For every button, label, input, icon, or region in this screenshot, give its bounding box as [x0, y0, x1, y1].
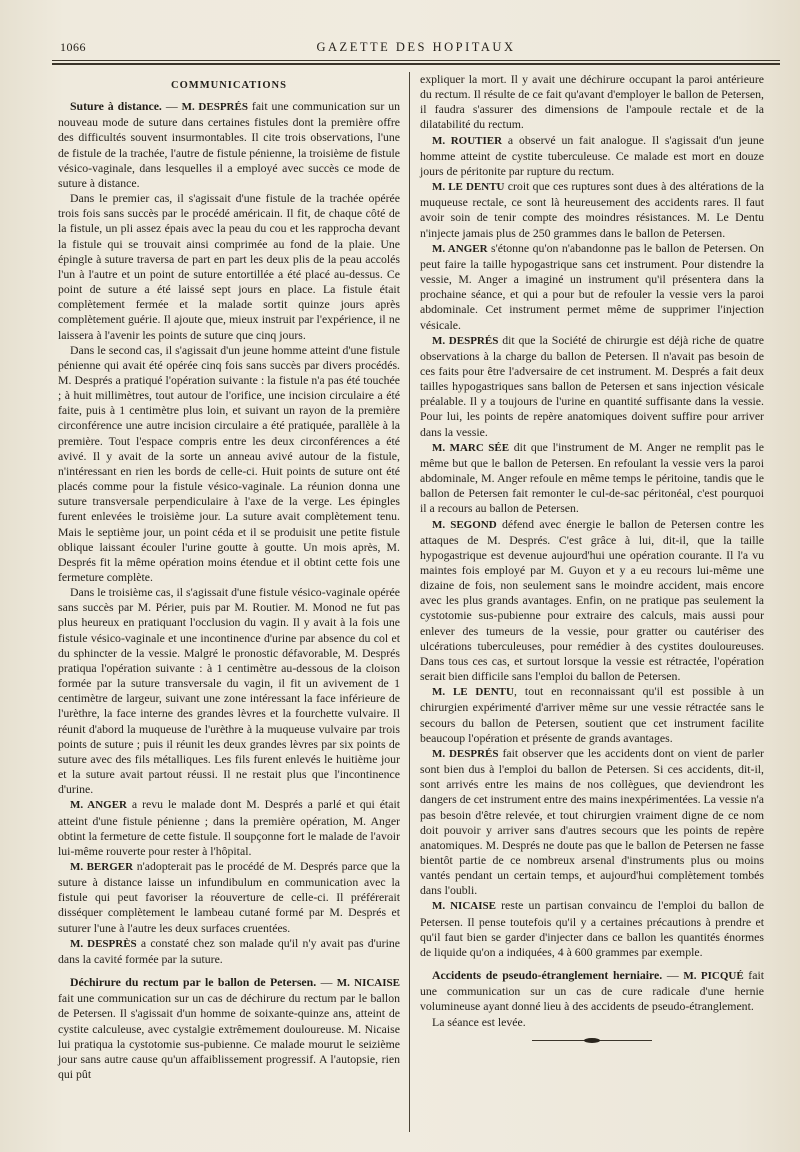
journal-title: GAZETTE DES HOPITAUX — [316, 40, 516, 54]
paragraph-text: a revu le malade dont M. Després a parlé et qui était atteint d'une fistule pénienne ; dans la première opération, M. Anger obtint la fermeture de cette fistule. Il soupçonne fort le malade de l'avoir lui-même rouverte pour rester à l'hôpital. — [58, 797, 401, 858]
paragraph-text: fait observer que les accidents dont on vient de parler sont bien dus à l'emploi du ballon de Petersen. Si ces accidents, dit-il, sont arrivés entre les mains de nos collègues, que deviendront les dangers de cet instrument entre des mains inexpérimentées. La vessie n'a pas besoin d'être relevée, et tout chirurgien vraiment digne de ce nom doit pouvoir y arriver sans d'autres secours que les points de repère anatomiques. M. Després ne doute pas que le ballon de Petersen ne fasse bientôt partie de ce nombreux arsenal d'instruments plus ou moins vantés pendant un certain temps, et aujourd'hui complètement tombés dans l'oubli. — [420, 745, 764, 898]
paragraph-text: s'étonne qu'on n'abandonne pas le ballon de Petersen. On peut faire la taille hypogastrique sans cet instrument. Pour distendre la vessie, M. Anger a imaginé un instrument qu'il présentera dans la prochaine séance, et qui a pour but de refouler la vessie vers la paroi abdominale. Cet instrument permet même de supprimer l'injection vésicale. — [420, 240, 764, 332]
subhead-suture: Suture à distance. — [70, 99, 162, 114]
speaker-name: M. DESPRÈS — [70, 937, 137, 950]
paragraph-text: , tout en reconnaissant qu'il est possible à un chirurgien expérimenté d'arriver même sur une vessie rétractée sans le secours du ballon de Petersen, soutient que cet instrument facilite beaucoup l'opération et présente de grands avantages. — [420, 684, 764, 745]
paragraph — [420, 968, 764, 1014]
speaker-name: M. BERGER — [70, 860, 134, 873]
speaker-name: M. LE DENTU — [432, 181, 505, 194]
dash: — — [662, 968, 684, 983]
paragraph-text: a constaté chez son malade qu'il n'y avait pas d'urine dans la cavité formée par la suture. — [58, 935, 401, 966]
left-column — [58, 72, 400, 1082]
header-rule — [52, 60, 780, 61]
paragraph — [58, 975, 400, 1082]
paragraph-text: n'adopterait pas le procédé de M. Després parce que la suture à distance laisse un infundibulum en communication avec la fistule qui peut favoriser la réouverture de celle-ci. Il préférerait disséquer complètement le lambeau cutané formé par M. Després et suturer l'une à l'autre les deux surfaces cruentées. — [58, 858, 400, 935]
paragraph-text: fait une communication sur un cas de cure radicale d'une hernie volumineuse ayant donné lieu à des accidents de pseudo-étranglement. — [420, 968, 765, 1014]
speaker-name: M. ANGER — [70, 799, 127, 812]
speaker-name: M. ROUTIER — [432, 134, 503, 147]
spacer — [58, 967, 400, 975]
paragraph: Dans le premier cas, il s'agissait d'une fistule de la trachée opérée trois fois sans succès par le procédé américain. Il fit, de chaque côté de la fistule, un pli assez épais avec la peau du cou et les rapprocha devant la fistule qui se trouvait ainsi comprimée au fond de la plaie. Une épingle à suture traversa de part en part les deux plis de la peau accolés l'un à l'autre et un point de suture entortillée a été placé au-dessus. Ce point de suture a été laissé sept jours en place. La fistule était complètement fermée et la malade sortit quinze jours après complètement guérie. Il ajoute que, mieux instruit par l'expérience, il ne laissera à l'avenir les points de suture que cinq jours. — [58, 191, 400, 342]
paragraph — [420, 898, 764, 960]
paragraph — [420, 133, 764, 179]
paragraph-text: croit que ces ruptures sont dues à des altérations de la muqueuse rectale, ce sont là heureusement des accidents rares. Il faut avoir soin de tenir compte des moindres résistances. M. Le Dentu n'injecte jamais plus de 250 grammes dans le ballon de Petersen. — [420, 179, 764, 240]
section-title: COMMUNICATIONS — [171, 80, 287, 91]
speaker-name: M. DESPRÉS — [432, 747, 499, 760]
paragraph — [420, 746, 764, 899]
dash: — — [316, 975, 337, 990]
speaker-name: M. NICAISE — [432, 900, 496, 913]
paragraph — [58, 936, 400, 967]
paragraph — [420, 440, 764, 517]
paragraph-text: dit que la Société de chirurgie est déjà riche de quatre observations à la charge du ballon de Petersen. Il n'avait pas besoin de ces faits pour être l'adversaire de cet instrument. M. Després a fait deux tailles hypogastriques sans ballon de Petersen et sans injection vésicale préalable. Il y a toujours de l'urine en quantité suffisante dans la vessie. Pour lui, les points de repère anatomiques doivent suffire pour arriver dans la vessie. — [420, 332, 765, 439]
subhead-dechirure: Déchirure du rectum par le ballon de Petersen. — [70, 975, 317, 990]
speaker-name: M. DESPRÉS — [432, 334, 499, 347]
paragraph — [420, 241, 764, 333]
spacer — [420, 960, 764, 968]
paragraph-text: défend avec énergie le ballon de Petersen contre les attaques de M. Després. C'est grâce à lui, dit-il, que la taille hypogastrique est devenue aujourd'hui une opération courante. Il l'a vu maintes fois employé par M. Guyon et y a eu recours lui-même une dizaine de fois, non seulement sans le moindre accident, mais encore avec les plus grands avantages. Enfin, on ne pratique pas seulement la cystotomie sus-pubienne pour extraire des calculs, mais aussi pour enlever des tumeurs de la vessie, pour gratter ou cautériser des ulcérations tuberculeuses, pour remédier à des cystites douloureuses. Dans tous ces cas, et surtout lorsque la vessie est rétractée, l'opération serait bien difficile sans l'emploi du ballon de Petersen. — [420, 516, 765, 684]
speaker-name: M. SEGOND — [432, 518, 497, 531]
page-number: 1066 — [60, 40, 86, 54]
paragraph — [420, 333, 764, 440]
paragraph-text: dit que l'instrument de M. Anger ne remplit pas le même but que le ballon de Petersen. En refoulant la vessie vers la paroi abdominale, M. Anger refoule en même temps le péritoine, tandis que le ballon de Petersen fait remonter le cul-de-sac péritonéal, c'est pourquoi il a recours au ballon de Petersen. — [420, 439, 764, 516]
paragraph — [420, 517, 764, 685]
paragraph: Suture à distance. — M. DESPRÉS fait une communication sur un nouveau mode de suture dans certaines fistules dont la première offre des difficultés souvent insurmontables. Il cite trois observations, l'une de fistule de la trachée, l'autre de fistule pénienne, la troisième de fistule vésico-vaginale, dans lesquelles il a employé avec succès ce mode de suture à distance. — [58, 99, 400, 190]
header-double-rule — [52, 63, 780, 65]
paragraph-text: reste un partisan convaincu de l'emploi du ballon de Petersen. Il pense toutefois qu'il y a certaines précautions à prendre et qu'il faut bien se garder d'injecter dans ce ballon les quantités énormes de liquide qu'on a indiquées, 4 à 600 grammes par exemple. — [420, 898, 765, 959]
speaker-name: M. NICAISE — [336, 977, 400, 990]
speaker-name: M. ANGER — [432, 242, 488, 255]
paragraph-text: a observé un fait analogue. Il s'agissait d'un jeune homme atteint de cystite tuberculeuse. Ce malade est mort en douze jours de péritonite par rupture du rectum. — [420, 132, 764, 178]
paragraph — [420, 684, 764, 746]
paragraph-text: fait une communication sur un cas de déchirure du rectum par le ballon de Petersen. Il s'agissait d'un homme de soixante-quinze ans, atteint de cystite calculeuse, avec cystalgie extrêmement douloureuse. M. Nicaise lui pratiqua la cystotomie sus-pubienne. Ce malade mourut le seizième jour sans autre cause qu'un affaiblissement progressif. A l'autopsie, rien qui pût — [58, 991, 400, 1081]
column-divider — [409, 72, 410, 1132]
speaker-name: M. MARC SÉE — [432, 441, 510, 454]
subhead-accidents: Accidents de pseudo-étranglement herniaire. — [432, 968, 663, 983]
speaker-name: M. PICQUÉ — [683, 970, 744, 983]
paragraph: expliquer la mort. Il y avait une déchirure occupant la paroi antérieure du rectum. Il résulte de ce fait qu'avant d'employer le ballon de Petersen, il faudra s'assurer des dimensions de l'ampoule rectale et de la dilatabilité du rectum. — [420, 72, 764, 132]
ornamental-separator — [532, 1040, 652, 1041]
paragraph-text: fait une communication sur un nouveau mode de suture dans certaines fistules dont la première offre des difficultés souvent insurmontables. Il cite trois observations, l'une de fistule de la trachée, l'autre de fistule pénienne, la troisième de fistule vésico-vaginale, dans lesquelles il a employé avec succès ce mode de suture à distance. — [58, 99, 400, 190]
page-header — [52, 34, 780, 58]
paragraph: Dans le second cas, il s'agissait d'un jeune homme atteint d'une fistule pénienne qui avait été opérée cinq fois sans succès par divers procédés. M. Després a pratiqué l'opération suivante : la fistule n'a pas été touchée ; à huit millimètres, tout autour de l'orifice, une incision circulaire a été faite, puis à 1 centimètre plus loin, et suivant un rayon de la première circonférence une autre incision circulaire a été pratiquée, parallèle à la première. Tout l'espace compris entre les deux circonférences a été avivé. Il y avait de la sorte un anneau avivé autour de la fistule, n'intéressant en rien les bords de celle-ci. Huit points de suture ont été placés comme pour la fistule vésico-vaginale. La réunion donna une suture transversale perpendiculaire à l'axe de la verge. Les épingles furent enlevées le troisième jour. La suture avait complètement tenu. Mais le septième jour, un point céda et il se produisit une petite fistule oblique laissant écouler l'urine goutte à goutte. Un mois après, M. Després fit la même opération moins étendue et il obtint cette fois une fermeture complète. — [58, 342, 400, 584]
paragraph: Dans le troisième cas, il s'agissait d'une fistule vésico-vaginale opérée sans succès par M. Périer, puis par M. Routier. M. Monod ne fut pas plus heureux en pratiquant l'occlusion du vagin. Il y avait à la fois une fistule vésico-vaginale et une incontinence d'urine par absence du col et du sphincter de la vessie. Malgré le pronostic défavorable, M. Després pratiqua l'opération suivante : à 1 centimètre au-dessous de la cloison formée par la suture transversale du vagin, il fit un avivement de 1 centimètre de largeur, suivant une zone intéressant la face inférieure de l'urèthre, la face interne des grandes lèvres et la fourchette vulvaire. Il réunit d'abord la muqueuse de l'urèthre à la muqueuse vulvaire par trois points de suture ; puis il réunit les deux grandes lèvres par six points de suture avec des fils métalliques. Les fils furent enlevés le huitième jour et la suture avait partout réussi. Il ne restait plus que l'incontinence d'urine. — [58, 585, 400, 797]
paragraph — [420, 179, 764, 241]
closing-line: La séance est levée. — [432, 1014, 526, 1029]
paragraph — [58, 797, 400, 859]
paragraph — [58, 859, 400, 936]
speaker-name: M. LE DENTU — [432, 686, 514, 699]
speaker-name: M. DESPRÉS — [181, 101, 248, 114]
right-column — [420, 72, 764, 1041]
